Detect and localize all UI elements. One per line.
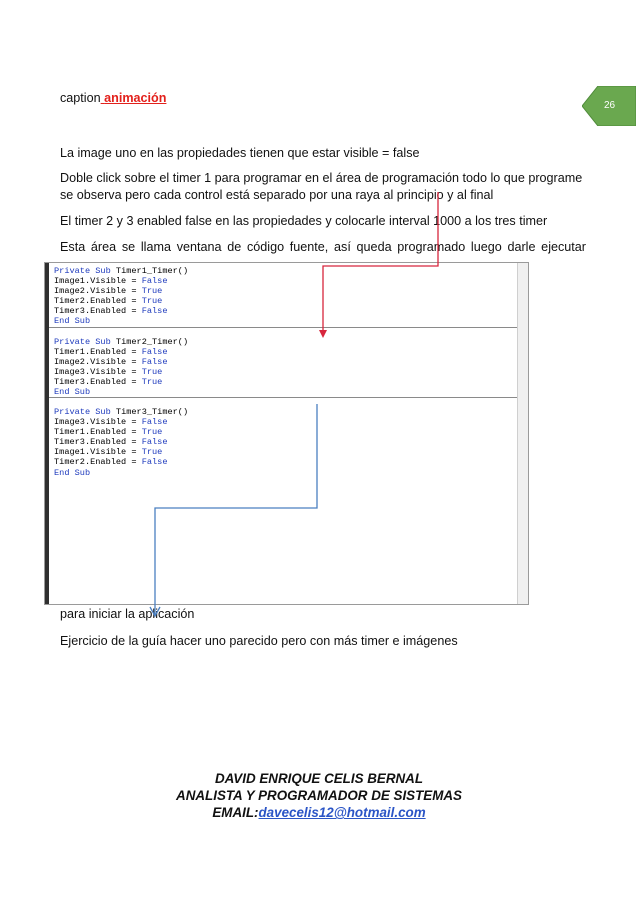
paragraph-image-visible: La image uno en las propiedades tienen que estar visible = false (60, 146, 420, 160)
paragraph-double-click: Doble click sobre el timer 1 para programar en el área de programación todo lo que programe se observa pero cada control está separado por una raya al principio y al final (60, 171, 583, 202)
paragraph-start-app: para iniciar la aplicación (60, 607, 195, 621)
code-block-timer3[interactable]: Private Sub Timer3_Timer() Image3.Visible = False Timer1.Enabled = True Timer3.Enabled = False Image1.Visible = True Timer2.Enabled = False End Sub (54, 407, 189, 478)
footer-author-name: DAVID ENRIQUE CELIS BERNAL (214, 771, 424, 786)
caption-prefix: caption (60, 91, 101, 105)
red-arrow (319, 192, 438, 338)
footer-email-label: EMAIL: (212, 805, 259, 820)
code-block-timer2[interactable]: Private Sub Timer2_Timer() Timer1.Enabled = False Image2.Visible = False Image3.Visible = True Timer3.Enabled = True End Sub (54, 337, 189, 398)
blue-arrow (150, 404, 317, 616)
paragraph-code-window: Esta área se llama ventana de código fuente, así queda programado luego darle ejecutar (60, 240, 586, 254)
footer-email-link[interactable]: davecelis12@hotmail.com (258, 805, 426, 820)
paragraph-timer-enabled: El timer 2 y 3 enabled false en las propiedades y colocarle interval 1000 a los tres timer (60, 214, 548, 228)
code-block-timer1[interactable]: Private Sub Timer1_Timer() Image1.Visible = False Image2.Visible = True Timer2.Enabled = True Timer3.Enabled = False End Sub (54, 266, 189, 327)
paragraph-exercise: Ejercicio de la guía hacer uno parecido pero con más timer e imágenes (60, 634, 458, 648)
page-number: 26 (604, 100, 616, 111)
footer-author-title: ANALISTA Y PROGRAMADOR DE SISTEMAS (176, 788, 462, 803)
footer-email-line (0, 804, 638, 821)
caption-highlight: animación (104, 91, 167, 105)
